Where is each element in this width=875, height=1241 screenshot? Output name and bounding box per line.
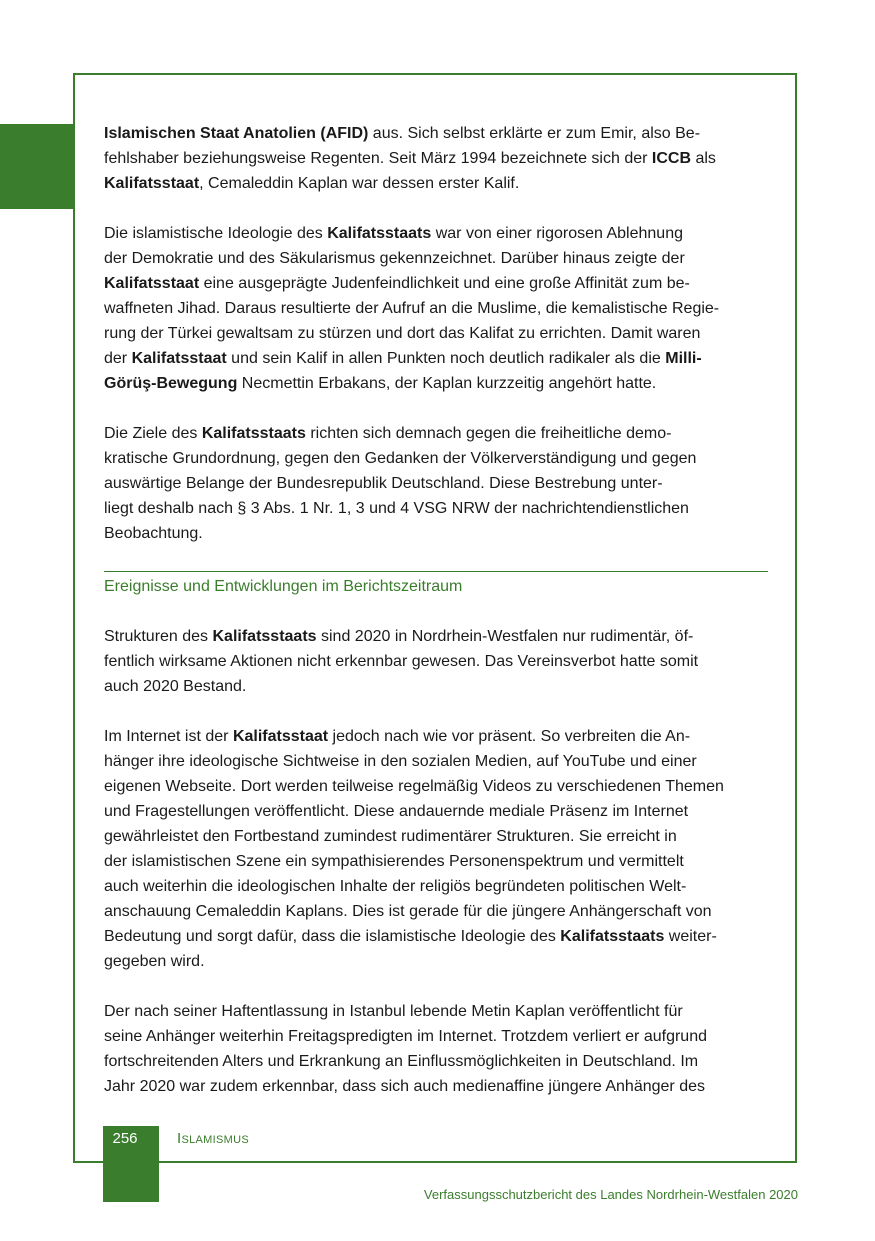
text-run: weiter- [664, 928, 717, 945]
bold-term: Kalifatsstaats [560, 928, 665, 945]
text-run: aus. Sich selbst erklärte er zum Emir, also Be- [368, 125, 701, 142]
footer-title: Verfassungsschutzbericht des Landes Nordrhein-Westfalen 2020 [423, 1187, 798, 1202]
paragraph [104, 221, 768, 396]
bold-term: Kalifatsstaat [104, 175, 200, 192]
text-run: und Fragestellungen veröffentlicht. Diese andauernde mediale Präsenz im Internet [104, 803, 689, 820]
text-run: auswärtige Belange der Bundesrepublik Deutschland. Diese Bestrebung unter- [104, 475, 663, 492]
text-run: auch weiterhin die ideologischen Inhalte der religiös begründeten politischen Welt- [104, 878, 687, 895]
page-body [104, 121, 768, 1124]
text-run: gewährleistet den Fortbestand zumindest rudimentärer Strukturen. Sie erreicht in [104, 828, 677, 845]
text-run: Bedeutung und sorgt dafür, dass die islamistische Ideologie des [104, 928, 561, 945]
text-run: war von einer rigorosen Ablehnung [431, 225, 683, 242]
text-run: der [104, 350, 132, 367]
text-run: kratische Grundordnung, gegen den Gedanken der Völkerverständigung und gegen [104, 450, 697, 467]
intro-paragraphs [104, 121, 768, 546]
paragraph [104, 121, 768, 196]
text-run: eine ausgeprägte Judenfeindlichkeit und eine große Affinität zum be- [199, 275, 690, 292]
page-number-box [103, 1126, 159, 1202]
text-run: fortschreitenden Alters und Erkrankung an Einflussmöglichkeiten in Deutschland. Im [104, 1053, 699, 1070]
text-run: jedoch nach wie vor präsent. So verbreiten die An- [328, 728, 691, 745]
paragraph [104, 421, 768, 546]
text-run: hänger ihre ideologische Sichtweise in den sozialen Medien, auf YouTube und einer [104, 753, 697, 770]
text-run: richten sich demnach gegen die freiheitliche demo- [305, 425, 672, 442]
text-run: waffneten Jihad. Daraus resultierte der Aufruf an die Muslime, die kemalistische Regie- [104, 300, 720, 317]
chapter-side-tab [0, 124, 75, 209]
bold-term: Kalifatsstaats [327, 225, 432, 242]
bold-term: Kalifatsstaat [232, 728, 329, 745]
text-run: fentlich wirksame Aktionen nicht erkennbar gewesen. Das Vereinsverbot hatte somit [104, 653, 699, 670]
bold-term: Kalifatsstaats [201, 425, 306, 442]
bold-term: Milli- [665, 350, 702, 367]
text-run: fehlshaber beziehungsweise Regenten. Seit März 1994 bezeichnete sich der [104, 150, 652, 167]
text-run: der Demokratie und des Säkularismus gekennzeichnet. Darüber hinaus zeigte der [104, 250, 685, 267]
section-divider [104, 571, 768, 572]
bold-term: Kalifatsstaats [212, 628, 317, 645]
text-run: und sein Kalif in allen Punkten noch deutlich radikaler als die [226, 350, 666, 367]
text-run: Jahr 2020 war zudem erkennbar, dass sich auch medienaffine jüngere Anhänger des [104, 1078, 705, 1095]
text-run: Die Ziele des [104, 425, 202, 442]
text-run: Necmettin Erbakans, der Kaplan kurzzeitig angehört hatte. [237, 375, 657, 392]
text-run: gegeben wird. [104, 953, 205, 970]
bold-term: Görüş-Bewegung [104, 375, 238, 392]
chapter-title: Islamismus [177, 1130, 249, 1147]
section-paragraphs [104, 624, 768, 1099]
bold-term: Kalifatsstaat [104, 275, 200, 292]
paragraph [104, 624, 768, 699]
text-run: sind 2020 in Nordrhein-Westfalen nur rudimentär, öf- [316, 628, 694, 645]
text-run: liegt deshalb nach § 3 Abs. 1 Nr. 1, 3 und 4 VSG NRW der nachrichtendienstlichen [104, 500, 689, 517]
text-run: auch 2020 Bestand. [104, 678, 247, 695]
bold-term: ICCB [651, 150, 692, 167]
section-heading: Ereignisse und Entwicklungen im Berichtszeitraum [104, 578, 463, 595]
text-run: rung der Türkei gewaltsam zu stürzen und dort das Kalifat zu errichten. Damit waren [104, 325, 701, 342]
page-number: 256 [112, 1130, 138, 1147]
text-run: anschauung Cemaleddin Kaplans. Dies ist gerade für die jüngere Anhängerschaft von [104, 903, 712, 920]
bold-term: Kalifatsstaat [131, 350, 227, 367]
text-run: , Cemaleddin Kaplan war dessen erster Kalif. [199, 175, 520, 192]
text-run: Der nach seiner Haftentlassung in Istanbul lebende Metin Kaplan veröffentlicht für [104, 1003, 683, 1020]
paragraph [104, 724, 768, 974]
text-run: eigenen Webseite. Dort werden teilweise regelmäßig Videos zu verschiedenen Themen [104, 778, 724, 795]
text-run: Die islamistische Ideologie des [104, 225, 328, 242]
text-run: der islamistischen Szene ein sympathisierendes Personenspektrum und vermittelt [104, 853, 684, 870]
text-run: Beobachtung. [104, 525, 203, 542]
text-run: Im Internet ist der [104, 728, 233, 745]
text-run: als [691, 150, 716, 167]
paragraph [104, 999, 768, 1099]
text-run: Strukturen des [104, 628, 213, 645]
bold-term: Islamischen Staat Anatolien (AFID) [104, 125, 369, 142]
text-run: seine Anhänger weiterhin Freitagspredigten im Internet. Trotzdem verliert er aufgrund [104, 1028, 707, 1045]
